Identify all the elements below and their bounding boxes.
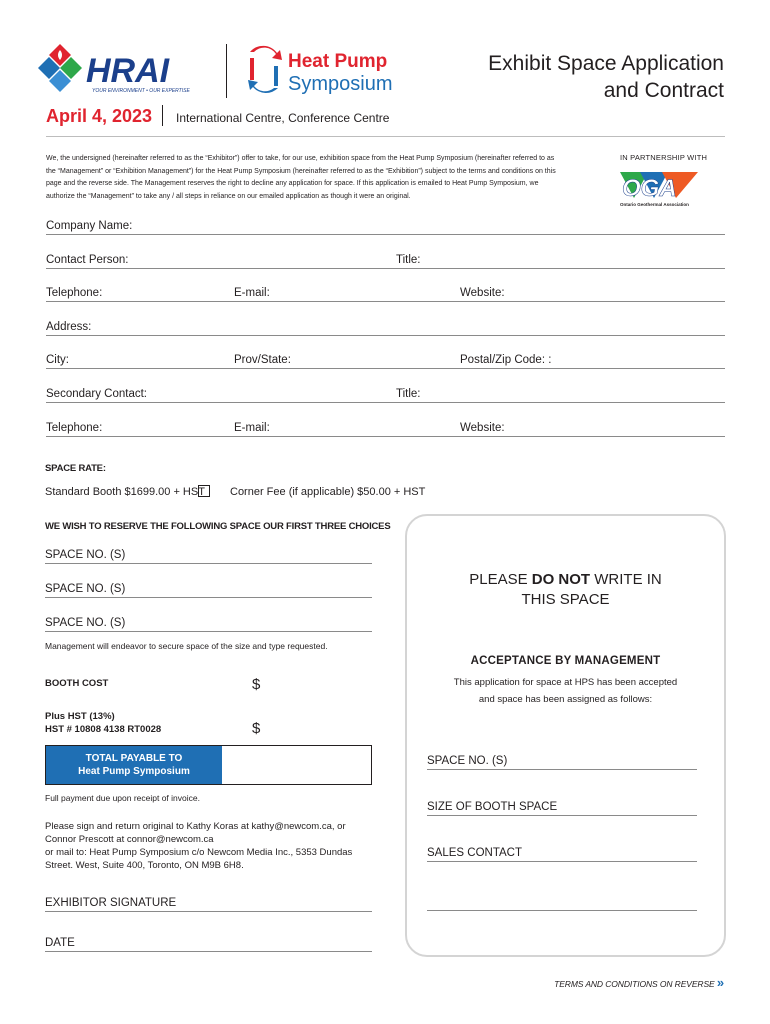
- prov-state-label: Prov/State:: [234, 354, 291, 366]
- return-line4: Street. West, Suite 400, Toronto, ON M9B 6H8.: [45, 860, 244, 871]
- acceptance-text: [405, 674, 726, 708]
- total-payable-box[interactable]: [45, 745, 372, 785]
- total-line2: Heat Pump Symposium: [78, 766, 190, 777]
- postal-code-field[interactable]: [460, 355, 725, 369]
- booth-cost-dollar: $: [252, 676, 261, 693]
- hst-dollar: $: [252, 720, 261, 737]
- address-field[interactable]: [46, 322, 725, 336]
- telephone-row-rule: [46, 301, 725, 302]
- assigned-space-label: SPACE NO. (S): [427, 755, 508, 767]
- secondary-email-field[interactable]: [234, 423, 460, 437]
- secondary-telephone-field[interactable]: [46, 423, 234, 437]
- heat-pump-symposium-logo: [246, 44, 416, 98]
- page-title-line1: Exhibit Space Application: [488, 52, 724, 75]
- corner-fee-label: Corner Fee (if applicable) $50.00 + HST: [230, 486, 426, 498]
- secondary-contact-field[interactable]: [46, 389, 396, 403]
- date-label: DATE: [45, 937, 75, 949]
- oga-logo: [618, 168, 700, 208]
- title-field[interactable]: [396, 255, 725, 269]
- secondary-title-field[interactable]: [396, 389, 725, 403]
- telephone-field[interactable]: [46, 288, 234, 302]
- sales-contact-field[interactable]: [427, 848, 697, 862]
- panel-signature-line[interactable]: [427, 910, 697, 911]
- partner-label: IN PARTNERSHIP WITH: [620, 153, 708, 162]
- please-bold: DO NOT: [531, 571, 591, 588]
- company-name-field[interactable]: [46, 221, 725, 235]
- acceptance-line2: and space has been assigned as follows:: [478, 694, 653, 705]
- company-name-label: Company Name:: [46, 220, 133, 232]
- space-rate-heading: SPACE RATE:: [45, 463, 106, 474]
- chevron-right-icon: »: [716, 975, 724, 990]
- date-divider: [162, 105, 163, 126]
- do-not-write-notice: [405, 570, 726, 610]
- website-field[interactable]: [460, 288, 725, 302]
- acceptance-title: ACCEPTANCE BY MANAGEMENT: [470, 655, 661, 667]
- event-venue: International Centre, Conference Centre: [176, 111, 390, 125]
- exhibitor-signature-field[interactable]: [45, 898, 372, 912]
- secondary-title-label: Title:: [396, 388, 421, 400]
- page-title: [394, 50, 724, 104]
- contact-row-rule: [46, 268, 725, 269]
- return-line3: or mail to: Heat Pump Symposium c/o Newcom Media Inc., 5353 Dundas: [45, 847, 353, 858]
- do-not-write-line2: THIS SPACE: [521, 591, 610, 608]
- terms-footer-text: TERMS AND CONDITIONS ON REVERSE: [554, 979, 715, 989]
- hst-number: HST # 10808 4138 RT0028: [45, 723, 162, 735]
- terms-footer: [554, 975, 724, 990]
- secondary-website-field[interactable]: [460, 423, 725, 437]
- standard-booth-checkbox[interactable]: [198, 485, 210, 497]
- hrai-wordmark: HRAI: [86, 52, 170, 90]
- header-rule: [46, 136, 725, 137]
- reserve-note: Management will endeavor to secure space of the size and type requested.: [45, 641, 328, 651]
- booth-size-field[interactable]: [427, 802, 697, 816]
- date-field[interactable]: [45, 938, 372, 952]
- hps-wordmark-line1: Heat Pump: [288, 51, 388, 72]
- full-payment-note: Full payment due upon receipt of invoice.: [45, 793, 200, 803]
- sales-contact-label: SALES CONTACT: [427, 847, 522, 859]
- secondary-row-rule: [46, 402, 725, 403]
- booth-size-label: SIZE OF BOOTH SPACE: [427, 801, 558, 813]
- title-label: Title:: [396, 254, 421, 266]
- email-label: E-mail:: [234, 287, 270, 299]
- telephone-label: Telephone:: [46, 287, 103, 299]
- exhibitor-signature-label: EXHIBITOR SIGNATURE: [45, 897, 177, 909]
- header-divider: [226, 44, 227, 98]
- intro-text: We, the undersigned (hereinafter referred to as the “Exhibitor”) offer to take, for our use, exhibition space from the Heat Pump Symposium (hereinafter referred to as the “Management” or “Exhibition Management”) for the Heat Pump Symposium (hereinafter referred to as the “Exhibition”) subject to the terms and conditions on this page and the reverse side. The Management reserves the right to decline any application for space. If this application is emailed to Heat Pump Symposium, we authorize the “Management” to take any / all steps in reliance on our emailed application as though it were an original.: [46, 155, 556, 200]
- city-label: City:: [46, 354, 69, 366]
- secondary-email-label: E-mail:: [234, 422, 270, 434]
- booth-cost-label: BOOTH COST: [45, 678, 109, 689]
- page-title-line2: and Contract: [603, 79, 724, 102]
- acceptance-line1: This application for space at HPS has been accepted: [453, 677, 678, 688]
- hrai-logo: [38, 42, 208, 98]
- email-field[interactable]: [234, 288, 460, 302]
- hrai-tagline: YOUR ENVIRONMENT • OUR EXPERTISE: [92, 88, 190, 94]
- secondary-telephone-row-rule: [46, 436, 725, 437]
- website-label: Website:: [460, 287, 505, 299]
- hst-line1: Plus HST (13%): [45, 711, 115, 722]
- total-line1: TOTAL PAYABLE TO: [85, 753, 183, 764]
- standard-booth-label: Standard Booth $1699.00 + HST: [45, 486, 205, 498]
- prov-state-field[interactable]: [234, 355, 460, 369]
- secondary-telephone-label: Telephone:: [46, 422, 103, 434]
- please-post: WRITE IN: [590, 571, 662, 588]
- space-choice-3-label: SPACE NO. (S): [45, 617, 126, 629]
- space-choice-1-label: SPACE NO. (S): [45, 549, 126, 561]
- event-date: April 4, 2023: [46, 106, 153, 126]
- space-choice-3-field[interactable]: [45, 618, 372, 632]
- city-field[interactable]: [46, 355, 234, 369]
- do-not-write-line1: [405, 570, 726, 590]
- space-choice-2-label: SPACE NO. (S): [45, 583, 126, 595]
- postal-code-label: Postal/Zip Code: :: [460, 354, 552, 366]
- hrai-diamond-icon: [38, 44, 82, 92]
- space-choice-1-field[interactable]: [45, 550, 372, 564]
- return-line2: Connor Prescott at connor@newcom.ca: [45, 834, 214, 845]
- contact-person-label: Contact Person:: [46, 254, 129, 266]
- please-pre: PLEASE: [469, 571, 532, 588]
- oga-caption: Ontario Geothermal Association: [620, 202, 689, 207]
- contact-person-field[interactable]: [46, 255, 396, 269]
- hps-wordmark-line2: Symposium: [288, 73, 393, 95]
- reserve-heading: WE WISH TO RESERVE THE FOLLOWING SPACE OUR FIRST THREE CHOICES: [45, 521, 391, 532]
- total-payable-label: [46, 746, 222, 784]
- heat-pump-arrows-icon: [248, 46, 282, 93]
- hst-label: [45, 711, 161, 736]
- secondary-website-label: Website:: [460, 422, 505, 434]
- space-choice-2-field[interactable]: [45, 584, 372, 598]
- assigned-space-field[interactable]: [427, 756, 697, 770]
- secondary-contact-label: Secondary Contact:: [46, 388, 148, 400]
- return-line1: Please sign and return original to Kathy Koras at kathy@newcom.ca, or: [45, 821, 346, 832]
- return-instructions: [45, 820, 375, 872]
- city-row-rule: [46, 368, 725, 369]
- address-label: Address:: [46, 321, 92, 333]
- oga-wordmark: OGA: [622, 175, 677, 202]
